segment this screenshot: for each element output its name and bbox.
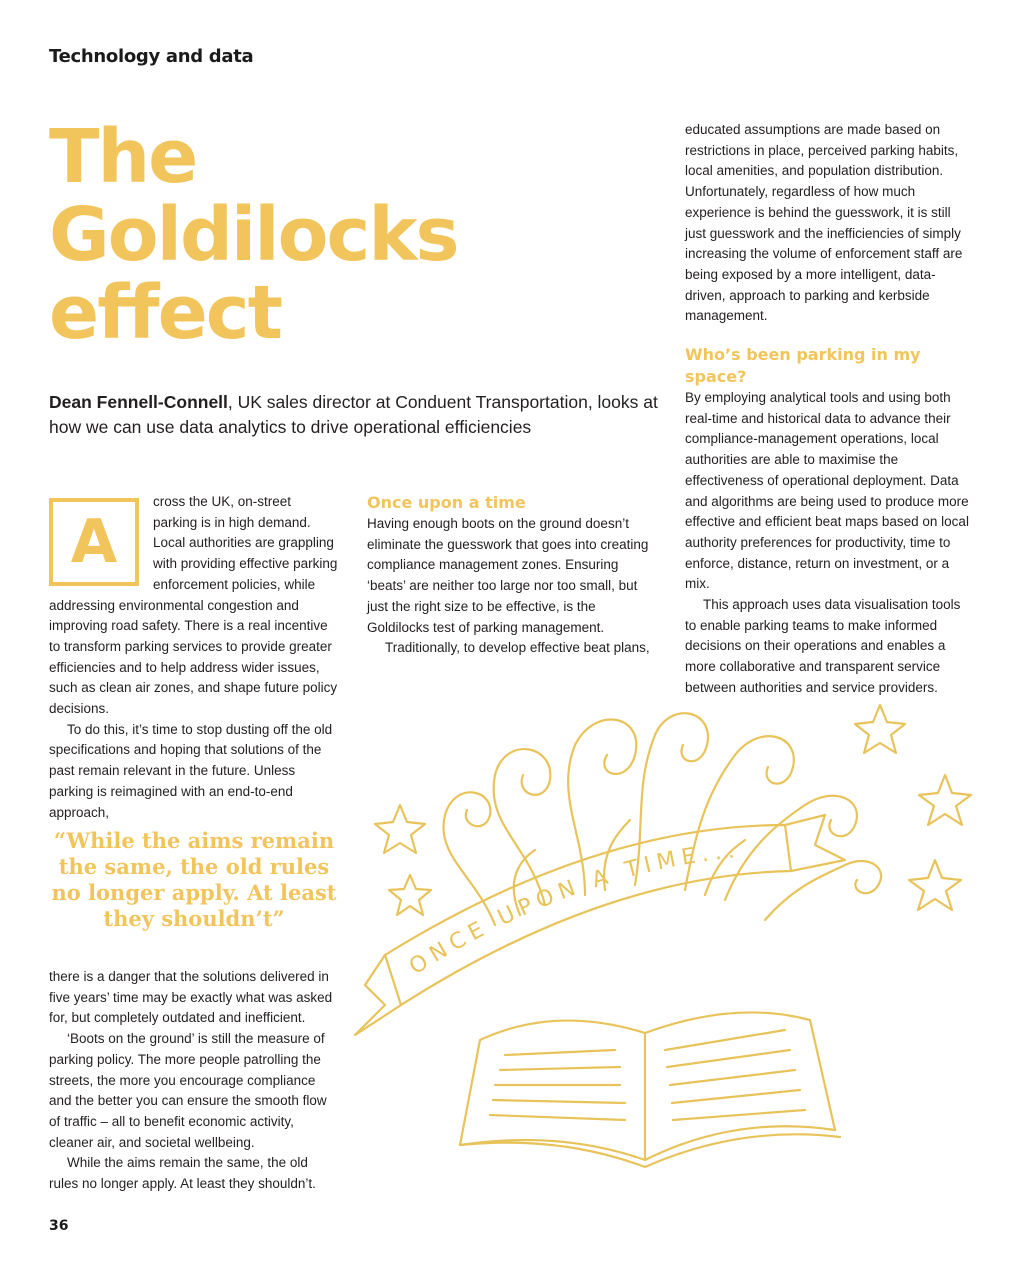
title-line: effect (49, 270, 282, 356)
column-3 (685, 120, 975, 699)
subheading: Who’s been parking in my space? (685, 345, 921, 387)
column-2 (367, 492, 657, 659)
section-label: Technology and data (49, 46, 254, 67)
pull-quote: “While the aims remain the same, the old rules no longer apply. At least they shouldn’t” (51, 828, 337, 931)
column-1 (49, 492, 339, 823)
storybook-illustration (345, 675, 1005, 1175)
drop-cap: A (49, 498, 139, 586)
body-paragraph: While the aims remain the same, the old rules no longer apply. At least they shouldn’t. (49, 1155, 316, 1192)
body-paragraph: cross the UK, on-street parking is in high demand. Local authorities are grappling with providing effective parking enforcement policies, while addressing environmental congestion and improving road safety. There is a real incentive to transform parking services to provide greater efficiencies and to help address wider issues, such as clean air zones, and shape future policy decisions. (49, 494, 338, 717)
standfirst-text: , UK sales director at Conduent Transportation, looks at how we can use data analytics to drive operational efficiencies (49, 392, 658, 437)
body-paragraph: educated assumptions are made based on restrictions in place, perceived parking habits, local amenities, and population distribution. Unfortunately, regardless of how much experience is behind the guesswork, it is still just guesswork and the inefficiencies of simply increasing the volume of enforcement staff are being exposed by a more intelligent, data-driven, approach to parking and kerbside management. (685, 122, 963, 324)
author-name: Dean Fennell-Connell (49, 392, 228, 412)
body-paragraph: there is a danger that the solutions delivered in five years’ time may be exactly what was asked for, but completely outdated and inefficient. (49, 969, 333, 1026)
body-paragraph: ‘Boots on the ground’ is still the measure of parking policy. The more people patrolling the streets, the more you encourage compliance and the better you can ensure the smooth flow of traffic – all to benefit economic activity, cleaner air, and societal wellbeing. (49, 1031, 327, 1150)
body-paragraph: This approach uses data visualisation tools to enable parking teams to make informed decisions on their operations and enables a more collaborative and transparent service between authorities and service providers. (685, 597, 961, 695)
body-paragraph: By employing analytical tools and using both real-time and historical data to advance their compliance-management operations, local authorities are able to maximise the effectiveness of operational deployment. Data and algorithms are being used to produce more effective and efficient beat maps based on local authority preferences for productivity, time to enforce, distance, return on investment, or a mix. (685, 390, 969, 592)
column-1-continued (49, 967, 339, 1195)
body-paragraph: To do this, it’s time to stop dusting off the old specifications and hoping that solutions of the past remain relevant in the future. Unless parking is reimagined with an end-to-end approach, (49, 721, 333, 820)
subheading: Once upon a time (367, 493, 526, 512)
title-line: The (49, 114, 197, 200)
swirl-icon (443, 713, 881, 925)
page-number: 36 (49, 1218, 69, 1234)
open-book-icon (460, 1012, 840, 1167)
body-paragraph: Traditionally, to develop effective beat plans, (385, 640, 650, 656)
star-icon (375, 705, 971, 915)
title-line: Goldilocks (49, 192, 458, 278)
standfirst (49, 390, 659, 440)
ribbon-banner-icon (355, 815, 845, 1035)
body-paragraph: Having enough boots on the ground doesn’t eliminate the guesswork that goes into creating compliance management zones. Ensuring ‘beats’ are neither too large nor too small, but just the right size to be effective, is the Goldilocks test of parking management. (367, 516, 649, 635)
article-title (49, 114, 458, 356)
banner-text: ONCE UPON A TIME... (405, 837, 742, 980)
